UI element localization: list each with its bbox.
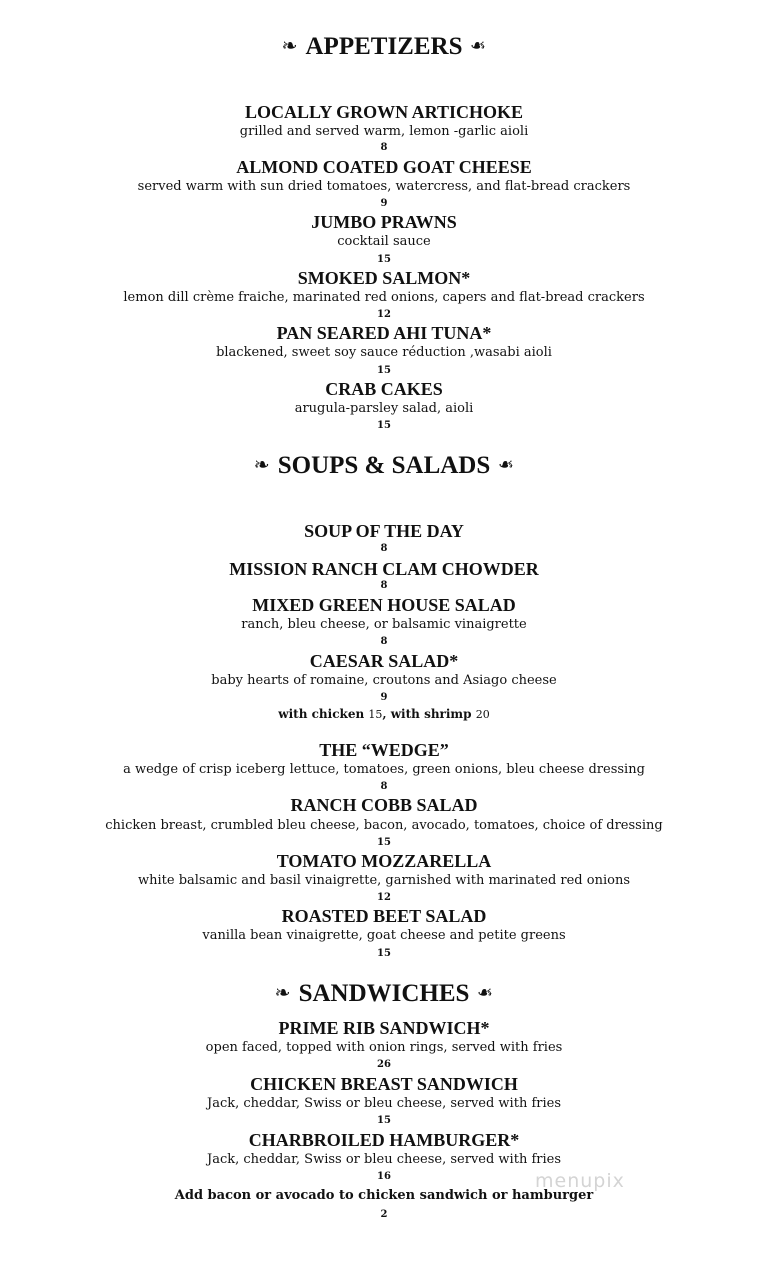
item-price: 16 xyxy=(377,1171,391,1182)
item-name: PRIME RIB SANDWICH* xyxy=(278,1018,490,1038)
item-price: 12 xyxy=(377,892,391,903)
item-price: 15 xyxy=(377,420,391,431)
ornament-left-icon: ❧ xyxy=(253,455,270,476)
item-price: 15 xyxy=(377,837,391,848)
item-description: lemon dill crème fraiche, marinated red onions, capers and flat-bread crackers xyxy=(123,290,645,305)
item-description: white balsamic and basil vinaigrette, garnished with marinated red onions xyxy=(137,873,630,888)
item-description: cocktail sauce xyxy=(337,234,431,249)
item-description: served warm with sun dried tomatoes, watercress, and flat-bread crackers xyxy=(137,179,631,194)
item-price: 15 xyxy=(377,948,391,959)
item-name: LOCALLY GROWN ARTICHOKE xyxy=(244,102,524,122)
item-description: arugula-parsley salad, aioli xyxy=(294,401,474,416)
item-price: 15 xyxy=(377,1115,391,1126)
ornament-right-icon: ❧ xyxy=(470,36,487,57)
addon-shrimp-label: , with shrimp xyxy=(382,707,472,721)
item-price: 8 xyxy=(380,781,388,792)
addon-note: Add bacon or avocado to chicken sandwich or hamburger xyxy=(174,1188,594,1203)
item-description: Jack, cheddar, Swiss or bleu cheese, served with fries xyxy=(207,1152,561,1167)
item-description: vanilla bean vinaigrette, goat cheese and petite greens xyxy=(202,928,566,943)
item-description: Jack, cheddar, Swiss or bleu cheese, served with fries xyxy=(207,1096,561,1111)
watermark-logo: menupix xyxy=(535,1170,625,1192)
item-name: ROASTED BEET SALAD xyxy=(281,906,487,926)
addon-shrimp-price: 20 xyxy=(475,708,490,721)
item-price: 8 xyxy=(380,636,388,647)
item-price: 8 xyxy=(380,543,388,554)
item-name: CAESAR SALAD* xyxy=(309,651,459,671)
appetizers-title: APPETIZERS xyxy=(305,33,463,60)
ornament-right-icon: ❧ xyxy=(477,983,494,1004)
item-description: blackened, sweet soy sauce réduction ,wasabi aioli xyxy=(216,345,552,360)
item-price: 15 xyxy=(377,254,391,265)
item-name: MIXED GREEN HOUSE SALAD xyxy=(252,595,516,615)
item-price: 9 xyxy=(380,692,388,703)
item-name: SMOKED SALMON* xyxy=(297,268,471,288)
ornament-right-icon: ❧ xyxy=(498,455,515,476)
item-name: THE “WEDGE” xyxy=(319,740,449,760)
item-description: open faced, topped with onion rings, served with fries xyxy=(205,1040,563,1055)
item-price: 26 xyxy=(377,1059,391,1070)
sandwiches-heading xyxy=(0,979,768,1009)
ornament-left-icon: ❧ xyxy=(274,983,291,1004)
addon-chicken-price: 15 xyxy=(368,708,383,721)
item-name: RANCH COBB SALAD xyxy=(290,795,478,815)
item-name: ALMOND COATED GOAT CHEESE xyxy=(236,157,532,177)
item-name: CRAB CAKES xyxy=(325,379,443,399)
item-price: 15 xyxy=(377,365,391,376)
item-price: 8 xyxy=(380,142,388,153)
item-name: MISSION RANCH CLAM CHOWDER xyxy=(229,559,539,579)
item-description: ranch, bleu cheese, or balsamic vinaigrette xyxy=(241,617,527,632)
item-description: baby hearts of romaine, croutons and Asiago cheese xyxy=(211,673,557,688)
ornament-left-icon: ❧ xyxy=(281,36,298,57)
caesar-addons xyxy=(0,706,768,723)
item-price: 8 xyxy=(380,580,388,591)
item-name: CHARBROILED HAMBURGER* xyxy=(248,1130,520,1150)
item-name: CHICKEN BREAST SANDWICH xyxy=(250,1074,518,1094)
item-name: TOMATO MOZZARELLA xyxy=(276,851,492,871)
appetizers-heading xyxy=(0,32,768,62)
addon-chicken-label: with chicken xyxy=(278,707,365,721)
item-name: PAN SEARED AHI TUNA* xyxy=(276,323,492,343)
item-description: chicken breast, crumbled bleu cheese, bacon, avocado, tomatoes, choice of dressing xyxy=(105,818,663,833)
soups-salads-heading xyxy=(0,451,768,481)
item-name: JUMBO PRAWNS xyxy=(311,212,457,232)
soups-salads-title: SOUPS & SALADS xyxy=(277,452,491,479)
item-name: SOUP OF THE DAY xyxy=(304,521,464,541)
sandwiches-title: SANDWICHES xyxy=(298,980,470,1007)
item-price: 12 xyxy=(377,309,391,320)
item-description: a wedge of crisp iceberg lettuce, tomatoes, green onions, bleu cheese dressing xyxy=(123,762,645,777)
item-price: 9 xyxy=(380,198,388,209)
addon-note-price: 2 xyxy=(380,1209,388,1220)
item-description: grilled and served warm, lemon -garlic aioli xyxy=(239,124,529,139)
